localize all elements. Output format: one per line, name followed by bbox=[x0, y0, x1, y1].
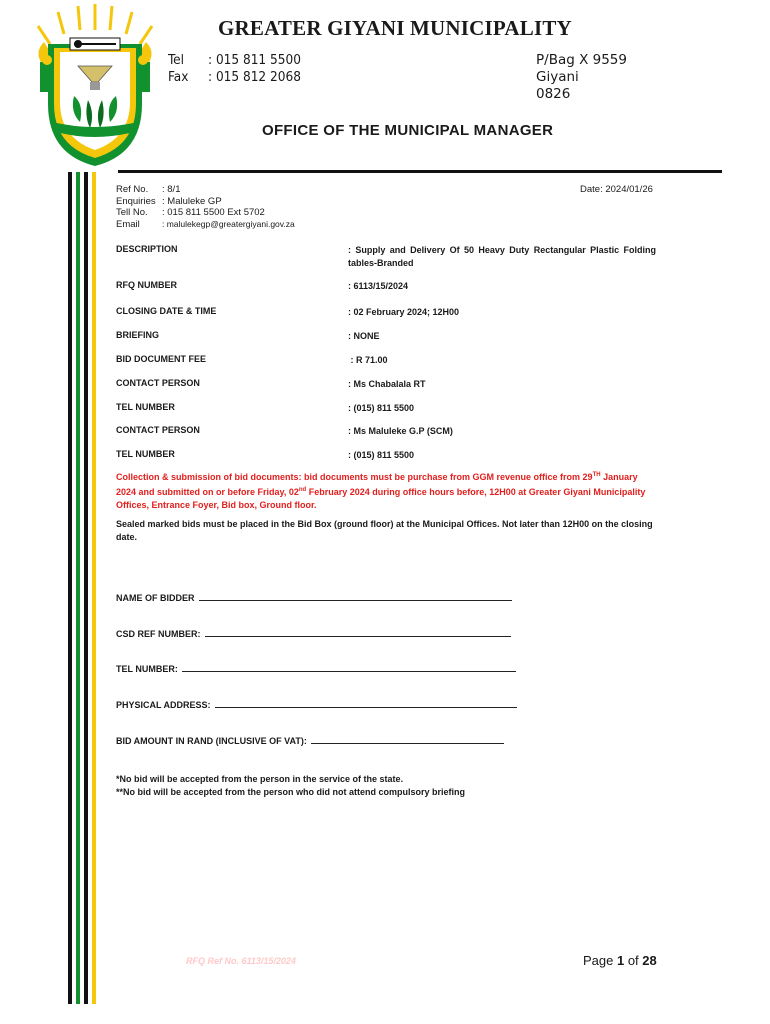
field-label: BID AMOUNT IN RAND (INCLUSIVE OF VAT): bbox=[116, 736, 307, 746]
contact-numbers bbox=[168, 52, 301, 86]
collection-note-sup-2: nd bbox=[298, 487, 307, 493]
office-title: OFFICE OF THE MUNICIPAL MANAGER bbox=[262, 122, 554, 139]
organization-name: GREATER GIYANI MUNICIPALITY bbox=[218, 16, 572, 40]
detail-label: TEL NUMBER bbox=[116, 449, 175, 459]
reference-block bbox=[116, 184, 295, 230]
tel-number-field[interactable] bbox=[116, 662, 516, 674]
detail-label: CONTACT PERSON bbox=[116, 425, 200, 435]
ref-row bbox=[116, 184, 295, 196]
csd-ref-field[interactable] bbox=[116, 627, 511, 639]
detail-value: : Supply and Delivery Of 50 Heavy Duty Rectangular Plastic Folding tables-Branded bbox=[348, 245, 656, 268]
blank-line[interactable] bbox=[215, 698, 517, 708]
tell-row bbox=[116, 207, 295, 219]
address-line-3: 0826 bbox=[536, 86, 571, 102]
note-line-2: **No bid will be accepted from the person who did not attend compulsory briefing bbox=[116, 787, 466, 797]
collection-note-part-2: January 2024 and submitted on or before Friday, 02 bbox=[116, 472, 638, 497]
blank-line[interactable] bbox=[311, 734, 504, 744]
detail-value: : 6113/15/2024 bbox=[348, 281, 409, 291]
field-label: NAME OF BIDDER bbox=[116, 593, 195, 603]
sealed-bids-note: Sealed marked bids must be placed in the Bid Box (ground floor) at the Municipal Offices. Not later than 12H00 on the closing date. bbox=[116, 519, 653, 542]
email-value[interactable]: : malulekegp@greatergiyani.gov.za bbox=[162, 218, 295, 229]
detail-value: : Ms Maluleke G.P (SCM) bbox=[348, 426, 453, 436]
enquiries-label: Enquiries bbox=[116, 195, 156, 207]
detail-label: DESCRIPTION bbox=[116, 244, 178, 254]
detail-label: CLOSING DATE & TIME bbox=[116, 306, 217, 316]
enquiries-row bbox=[116, 196, 295, 208]
detail-value: : 02 February 2024; 12H00 bbox=[348, 307, 460, 317]
collection-submission-note bbox=[116, 469, 658, 512]
bid-amount-field[interactable] bbox=[116, 734, 504, 746]
field-label: TEL NUMBER: bbox=[116, 664, 178, 674]
stripe-green bbox=[76, 172, 80, 1004]
detail-value: : Ms Chabalala RT bbox=[348, 379, 426, 389]
ref-label: Ref No. bbox=[116, 184, 149, 195]
physical-address-field[interactable] bbox=[116, 698, 517, 710]
page-current: 1 bbox=[616, 953, 625, 968]
detail-value: : (015) 811 5500 bbox=[348, 450, 415, 460]
tel-label: Tel bbox=[168, 52, 184, 68]
page-of: of bbox=[624, 953, 643, 968]
collection-note-part-1: Collection & submission of bid documents: bid documents must be purchase from GGM revenue office from 29 bbox=[116, 472, 593, 482]
detail-label: CONTACT PERSON bbox=[116, 378, 200, 388]
detail-value: : NONE bbox=[348, 331, 380, 341]
document-date: Date: 2024/01/26 bbox=[580, 184, 653, 195]
postal-address bbox=[536, 52, 627, 103]
tel-row bbox=[168, 52, 301, 69]
enquiries-value: : Maluleke GP bbox=[162, 195, 222, 207]
address-line-1: P/Bag X 9559 bbox=[536, 52, 627, 68]
municipal-crest-logo bbox=[30, 4, 160, 172]
detail-value: : (015) 811 5500 bbox=[348, 403, 415, 413]
fax-row bbox=[168, 69, 301, 86]
detail-label: TEL NUMBER bbox=[116, 402, 175, 412]
collection-note-sup-1: TH bbox=[592, 472, 601, 478]
email-row bbox=[116, 219, 295, 231]
tel-value: : 015 811 5500 bbox=[208, 52, 301, 68]
field-label: PHYSICAL ADDRESS: bbox=[116, 700, 211, 710]
bidder-name-field[interactable] bbox=[116, 591, 512, 603]
field-label: CSD REF NUMBER: bbox=[116, 629, 201, 639]
tell-label: Tell No. bbox=[116, 207, 148, 218]
header-divider bbox=[118, 170, 722, 173]
blank-line[interactable] bbox=[199, 591, 512, 601]
stripe-black-1 bbox=[68, 172, 72, 1004]
detail-value: : R 71.00 bbox=[348, 355, 388, 365]
fax-value: : 015 812 2068 bbox=[208, 69, 301, 85]
page-total: 28 bbox=[642, 953, 657, 968]
tell-value: : 015 811 5500 Ext 5702 bbox=[162, 207, 265, 218]
stripe-black-2 bbox=[84, 172, 88, 1004]
fax-label: Fax bbox=[168, 69, 189, 85]
footer-rfq-ref: RFQ Ref No. 6113/15/2024 bbox=[186, 956, 296, 966]
eligibility-notes bbox=[116, 773, 465, 799]
stripe-yellow bbox=[92, 172, 96, 1004]
blank-line[interactable] bbox=[182, 662, 516, 672]
note-line-1: *No bid will be accepted from the person in the service of the state. bbox=[116, 774, 404, 784]
detail-label: RFQ NUMBER bbox=[116, 280, 177, 290]
ref-value: : 8/1 bbox=[162, 184, 181, 195]
page-prefix: Page bbox=[583, 953, 617, 968]
page-number bbox=[583, 953, 657, 968]
address-line-2: Giyani bbox=[536, 69, 579, 85]
detail-label: BID DOCUMENT FEE bbox=[116, 354, 206, 364]
detail-label: BRIEFING bbox=[116, 330, 160, 340]
email-label: Email bbox=[116, 218, 140, 230]
collection-note-part-3: February 2024 during office hours before, 12H00 at Greater Giyani Municipality Offices, Entrance Foyer, Bid box, Ground floor. bbox=[116, 487, 646, 510]
blank-line[interactable] bbox=[205, 627, 511, 637]
